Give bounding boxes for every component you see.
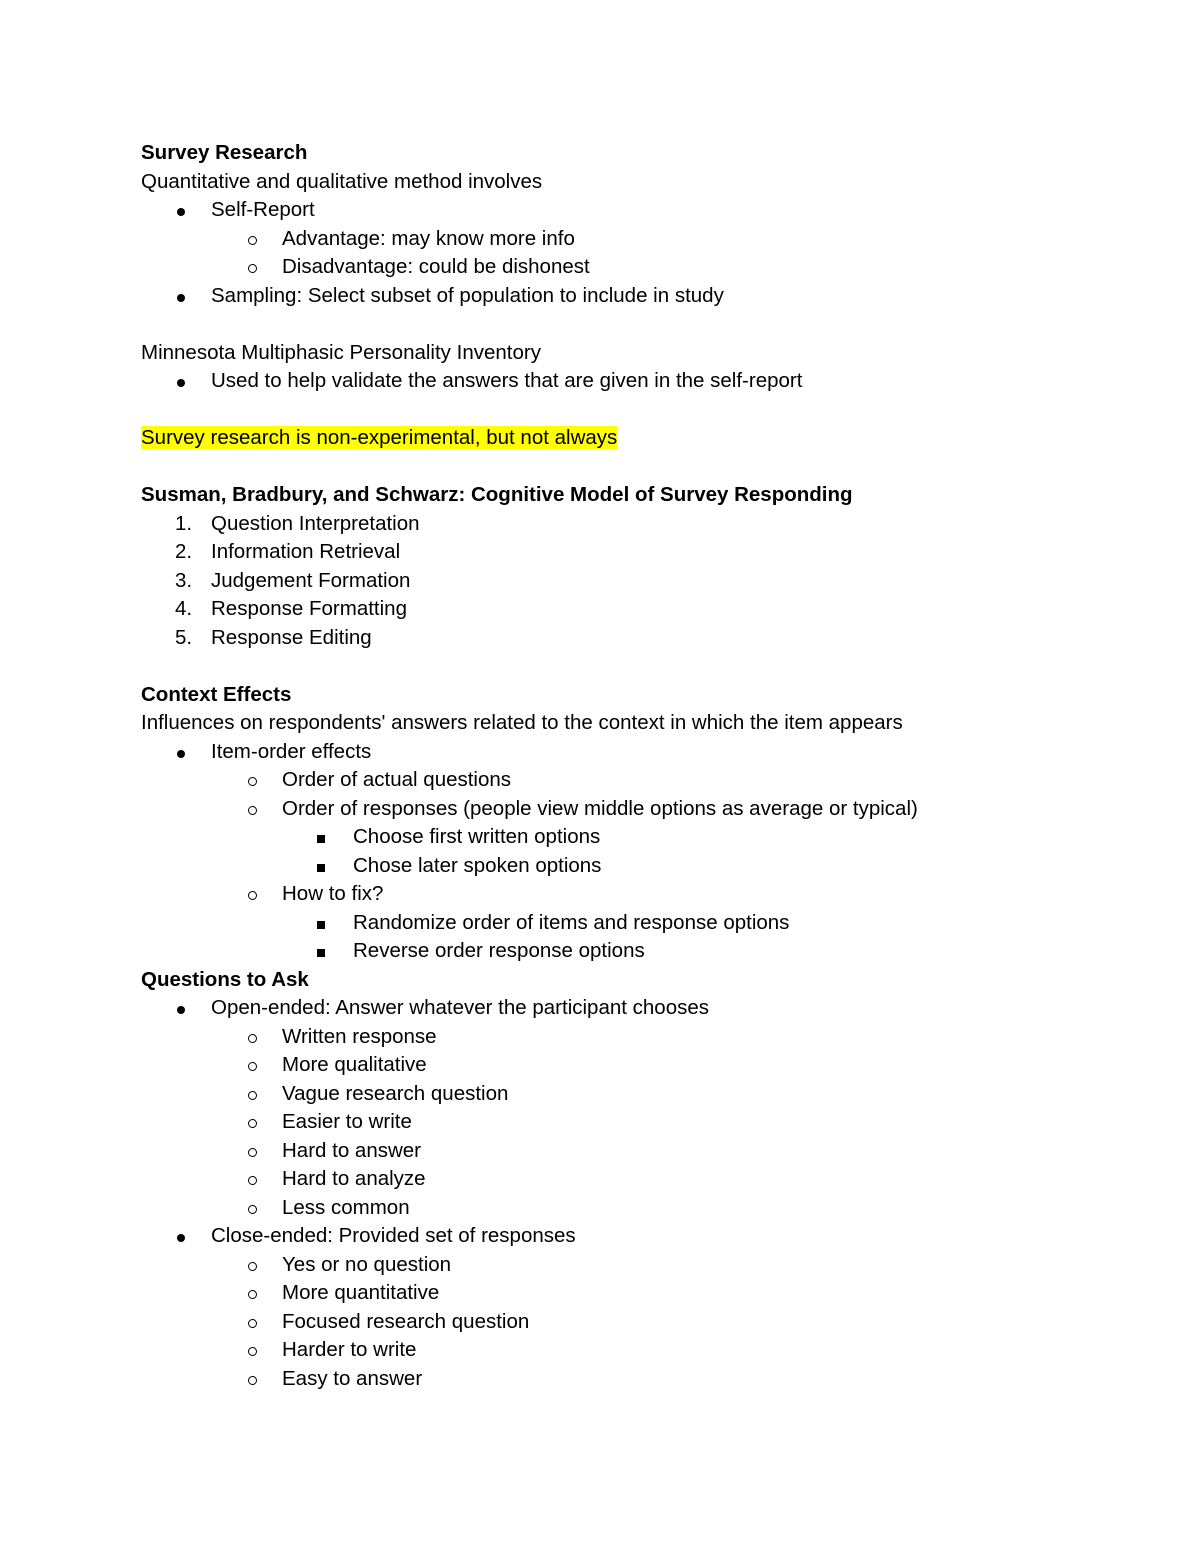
survey-intro: Quantitative and qualitative method involves bbox=[141, 169, 543, 193]
list-item: Disadvantage: could be dishonest bbox=[141, 253, 1101, 282]
list-item: More quantitative bbox=[141, 1279, 1101, 1308]
square-bullet-icon bbox=[317, 823, 325, 852]
circle-bullet-icon bbox=[248, 225, 257, 254]
circle-bullet-icon bbox=[248, 253, 257, 282]
context-effects-heading: Context Effects bbox=[141, 682, 292, 706]
circle-bullet-icon bbox=[248, 1023, 257, 1052]
list-item: How to fix? bbox=[141, 880, 1101, 909]
bullet-icon bbox=[177, 367, 185, 396]
list-item: Hard to answer bbox=[141, 1137, 1101, 1166]
bullet-icon bbox=[177, 1222, 185, 1251]
numbered-item: 4. Response Formatting bbox=[175, 597, 407, 620]
list-item: Self-Report bbox=[141, 196, 1101, 225]
list-item: Choose first written options bbox=[141, 823, 1101, 852]
list-item: Vague research question bbox=[141, 1080, 1101, 1109]
list-item: Hard to analyze bbox=[141, 1165, 1101, 1194]
list-item: Order of actual questions bbox=[141, 766, 1101, 795]
document-page bbox=[141, 139, 1101, 1393]
highlighted-note: Survey research is non-experimental, but not always bbox=[141, 426, 618, 449]
context-intro: Influences on respondents' answers related to the context in which the item appears bbox=[141, 711, 903, 734]
list-item: Open-ended: Answer whatever the participant chooses bbox=[141, 994, 1101, 1023]
list-item: Close-ended: Provided set of responses bbox=[141, 1222, 1101, 1251]
bullet-icon bbox=[177, 738, 185, 767]
questions-heading: Questions to Ask bbox=[141, 967, 309, 991]
circle-bullet-icon bbox=[248, 1051, 257, 1080]
numbered-item: 1. Question Interpretation bbox=[175, 511, 420, 535]
circle-bullet-icon bbox=[248, 1279, 257, 1308]
numbered-item: 3. Judgement Formation bbox=[175, 568, 411, 592]
list-item: Advantage: may know more info bbox=[141, 225, 1101, 254]
numbered-item: 5. Response Editing bbox=[175, 625, 372, 649]
circle-bullet-icon bbox=[248, 1336, 257, 1365]
list-item: More qualitative bbox=[141, 1051, 1101, 1080]
list-item: Easier to write bbox=[141, 1108, 1101, 1137]
circle-bullet-icon bbox=[248, 1308, 257, 1337]
list-item: Chose later spoken options bbox=[141, 852, 1101, 881]
circle-bullet-icon bbox=[248, 1080, 257, 1109]
square-bullet-icon bbox=[317, 937, 325, 966]
bullet-icon bbox=[177, 282, 185, 311]
mmpi-title: Minnesota Multiphasic Personality Inventory bbox=[141, 340, 541, 364]
circle-bullet-icon bbox=[248, 1194, 257, 1223]
list-item: Order of responses (people view middle options as average or typical) bbox=[141, 795, 1101, 824]
circle-bullet-icon bbox=[248, 766, 257, 795]
square-bullet-icon bbox=[317, 852, 325, 881]
list-item: Yes or no question bbox=[141, 1251, 1101, 1280]
list-item: Easy to answer bbox=[141, 1365, 1101, 1394]
bullet-icon bbox=[177, 196, 185, 225]
list-item: Randomize order of items and response options bbox=[141, 909, 1101, 938]
circle-bullet-icon bbox=[248, 1108, 257, 1137]
bullet-icon bbox=[177, 994, 185, 1023]
numbered-item: 2. Information Retrieval bbox=[175, 540, 401, 563]
circle-bullet-icon bbox=[248, 1137, 257, 1166]
list-item: Less common bbox=[141, 1194, 1101, 1223]
survey-research-heading: Survey Research bbox=[141, 141, 308, 164]
square-bullet-icon bbox=[317, 909, 325, 938]
list-item: Item-order effects bbox=[141, 738, 1101, 767]
list-item: Focused research question bbox=[141, 1308, 1101, 1337]
list-item: Harder to write bbox=[141, 1336, 1101, 1365]
circle-bullet-icon bbox=[248, 1165, 257, 1194]
circle-bullet-icon bbox=[248, 795, 257, 824]
list-item: Written response bbox=[141, 1023, 1101, 1052]
list-item: Used to help validate the answers that are given in the self-report bbox=[141, 367, 1101, 396]
cognitive-model-heading: Susman, Bradbury, and Schwarz: Cognitive Model of Survey Responding bbox=[141, 483, 853, 506]
circle-bullet-icon bbox=[248, 880, 257, 909]
list-item: Reverse order response options bbox=[141, 937, 1101, 966]
circle-bullet-icon bbox=[248, 1365, 257, 1394]
circle-bullet-icon bbox=[248, 1251, 257, 1280]
list-item: Sampling: Select subset of population to include in study bbox=[141, 282, 1101, 311]
